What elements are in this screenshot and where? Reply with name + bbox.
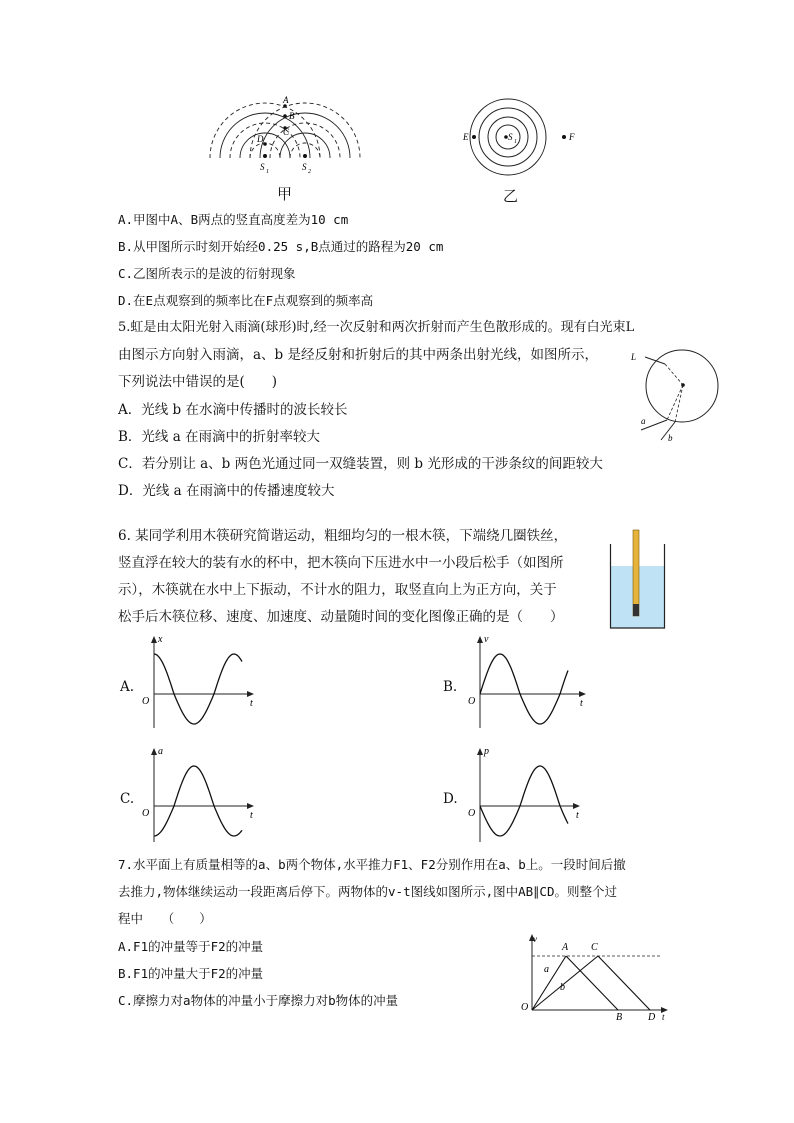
- q6-graph-d: [466, 744, 591, 844]
- label-A: A: [283, 95, 289, 105]
- vt-label-A: A: [562, 942, 569, 953]
- q4-option-a: A.甲图中A、B两点的竖直高度差为10 cm: [118, 212, 349, 227]
- q6-graph-c-option: C.: [120, 791, 135, 807]
- q6-graph-c-tlabel: t: [250, 810, 253, 821]
- q6-line-1: 6. 某同学利用木筷研究简谐运动，粗细均匀的一根木筷，下端绕几圈铁丝，: [118, 528, 568, 544]
- label-E: E: [463, 132, 469, 142]
- q4-option-b: B.从甲图所示时刻开始经0.25 s,B点通过的路程为20 cm: [118, 239, 444, 254]
- vt-label-C: C: [591, 942, 598, 953]
- figure-chopstick-cup: [608, 526, 668, 630]
- q6-line-3: 示），木筷就在水中上下振动，不计水的阻力，取竖直向上为正方向，关于: [118, 582, 557, 598]
- q6-graph-b-option: B.: [443, 679, 458, 695]
- q7-line-2: 去推力,物体继续运动一段距离后停下。两物体的v-t图线如图所示,图中AB∥CD。则整个过: [118, 884, 617, 899]
- q6-graph-b-curve: [480, 654, 568, 724]
- vt-label-b: b: [560, 982, 565, 993]
- figure-raindrop: [625, 340, 725, 445]
- q5-option-a: A．光线 b 在水滴中传播时的波长较长: [118, 402, 348, 418]
- q5-option-d: D．光线 a 在雨滴中的传播速度较大: [118, 483, 335, 499]
- figure-yi-caption: 乙: [503, 187, 519, 205]
- vt-label-D: D: [648, 1012, 656, 1022]
- label-a-ray: a: [641, 416, 646, 426]
- label-S-sub: 1: [514, 139, 517, 145]
- q4-option-c: C.乙图所表示的是波的衍射现象: [118, 266, 296, 281]
- q6-graph-a-tlabel: t: [250, 698, 253, 709]
- label-S: S: [508, 132, 513, 142]
- label-S2-sub: 2: [308, 169, 311, 175]
- q6-graph-b-origin: O: [468, 696, 476, 707]
- q6-graph-b-ylabel: v: [484, 634, 489, 645]
- q6-graph-d-origin: O: [468, 808, 476, 819]
- q4-option-d: D.在E点观察到的频率比在F点观察到的频率高: [118, 293, 374, 308]
- q6-graph-b: [466, 632, 591, 732]
- label-S2: S: [302, 162, 307, 172]
- label-b-ray: b: [668, 433, 673, 443]
- figure-v-t-graph: [520, 930, 672, 1022]
- vt-label-B: B: [616, 1012, 623, 1022]
- q6-graph-a-option: A.: [120, 679, 135, 695]
- q6-graph-d-tlabel: t: [576, 810, 579, 821]
- vt-label-a: a: [544, 964, 549, 975]
- q6-graph-a-curve: [154, 654, 242, 724]
- q6-line-2: 竖直浮在较大的装有水的杯中，把木筷向下压进水中一小段后松手（如图所: [118, 555, 564, 571]
- q5-option-b: B．光线 a 在雨滴中的折射率较大: [118, 429, 321, 445]
- figure-jia-caption: 甲: [277, 185, 293, 203]
- label-L: L: [631, 352, 637, 362]
- label-S1: S: [260, 162, 265, 172]
- label-B: B: [289, 111, 295, 121]
- vt-label-O: O: [521, 1002, 529, 1013]
- q6-graph-d-ylabel: p: [484, 746, 489, 757]
- vt-label-t: t: [662, 1012, 665, 1022]
- q7-line-1: 7.水平面上有质量相等的a、b两个物体,水平推力F1、F2分别作用在a、b上。一段时间后撤: [118, 857, 626, 872]
- q5-line-3: 下列说法中错误的是( ): [118, 374, 278, 390]
- q6-graph-a-ylabel: x: [158, 634, 163, 645]
- q6-graph-d-option: D.: [443, 791, 458, 807]
- q5-option-c: C．若分别让 a、b 两色光通过同一双缝装置，则 b 光形成的干涉条纹的间距较大: [118, 456, 603, 472]
- q6-graph-c-origin: O: [142, 808, 150, 819]
- label-C: C: [283, 127, 290, 137]
- q7-option-b: B.F1的冲量大于F2的冲量: [118, 966, 264, 981]
- q7-option-c: C.摩擦力对a物体的冲量小于摩擦力对b物体的冲量: [118, 993, 399, 1008]
- q7-line-3: 程中 （ ）: [118, 911, 212, 926]
- q6-graph-d-curve: [480, 766, 568, 836]
- label-S1-sub: 1: [266, 169, 269, 175]
- figure-yi-doppler: [460, 95, 580, 180]
- figure-jia-interference: [205, 92, 365, 182]
- label-D: D: [257, 134, 264, 144]
- q5-line-1: 5.虹是由太阳光射入雨滴(球形)时,经一次反射和两次折射而产生色散形成的。现有白光束L: [118, 320, 635, 335]
- q6-line-4: 松手后木筷位移、速度、加速度、动量随时间的变化图像正确的是（ ）: [118, 609, 564, 625]
- label-F: F: [569, 132, 575, 142]
- q5-line-2: 由图示方向射入雨滴，a、b 是经反射和折射后的其中两条出射光线，如图所示，: [118, 347, 598, 363]
- vt-label-v: v: [533, 934, 537, 944]
- q7-option-a: A.F1的冲量等于F2的冲量: [118, 939, 264, 954]
- q6-graph-a: [140, 632, 260, 732]
- q6-graph-c-ylabel: a: [158, 746, 163, 757]
- q6-graph-a-origin: O: [142, 696, 150, 707]
- q6-graph-b-tlabel: t: [580, 698, 583, 709]
- q6-graph-c-curve: [154, 766, 242, 836]
- q6-graph-c: [140, 744, 260, 844]
